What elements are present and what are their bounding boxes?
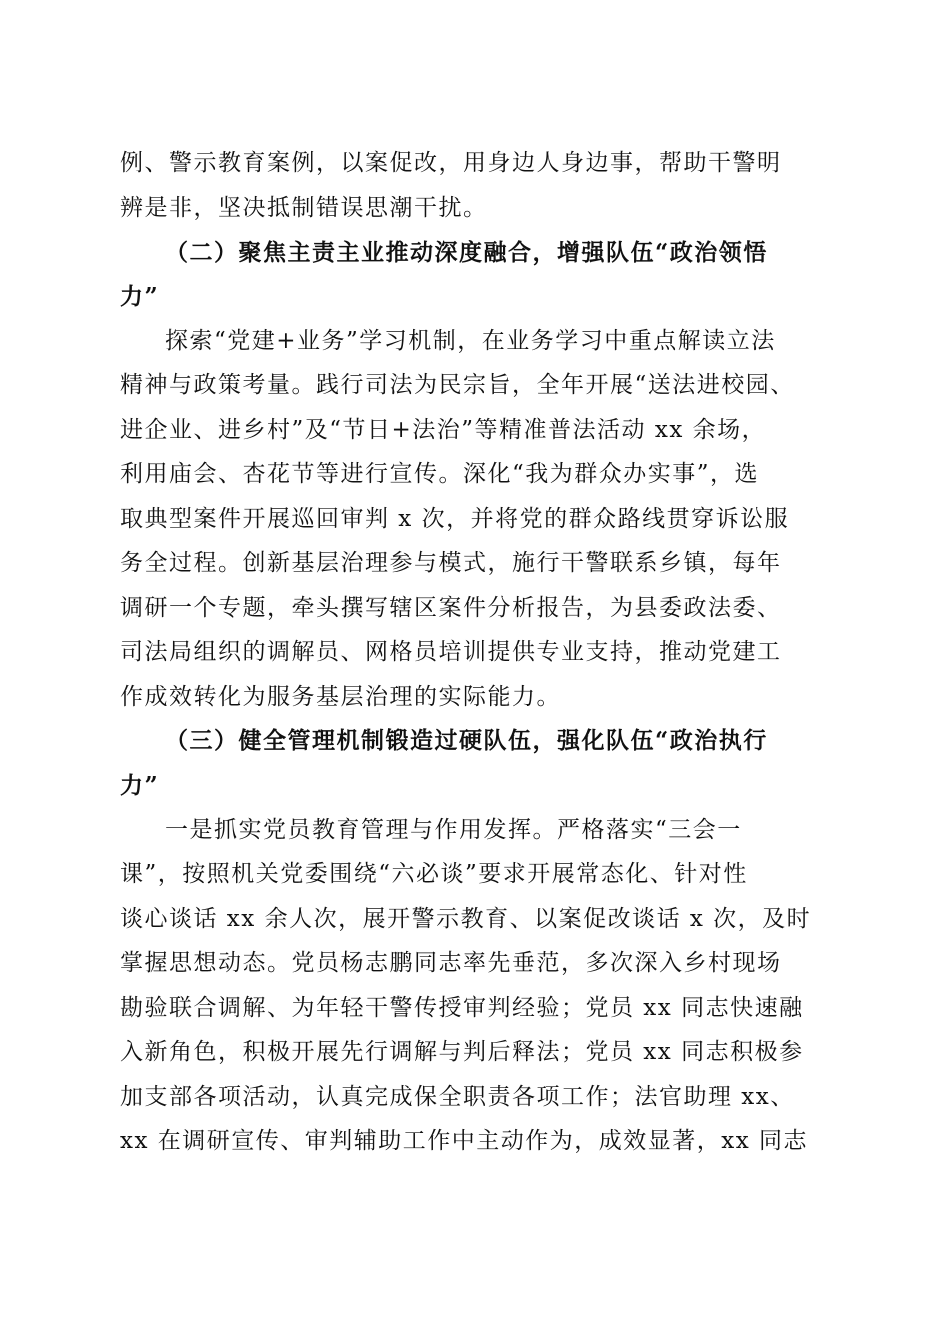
body-text-line: xx 在调研宣传、审判辅助工作中主动作为，成效显著，xx 同志: [120, 1128, 809, 1154]
body-text-line: 辨是非，坚决抵制错误思潮干扰。: [120, 195, 488, 221]
body-text-line: 作成效转化为服务基层治理的实际能力。: [120, 684, 561, 710]
paragraph-first-line: 探索“党建+业务”学习机制，在业务学习中重点解读立法: [165, 328, 776, 354]
body-text-line: 加支部各项活动，认真完成保全职责各项工作；法官助理 xx、: [120, 1084, 795, 1110]
section-heading-3-continued: 力”: [120, 772, 160, 799]
body-text-line: 利用庙会、杏花节等进行宣传。深化“我为群众办实事”，选: [120, 461, 760, 487]
body-text-line: 例、警示教育案例，以案促改，用身边人身边事，帮助干警明: [120, 150, 782, 176]
body-text-line: 掌握思想动态。党员杨志鹏同志率先垂范，多次深入乡村现场: [120, 950, 782, 976]
body-text-line: 课”，按照机关党委围绕“六必谈”要求开展常态化、针对性: [120, 861, 748, 887]
section-heading-2: （二）聚焦主责主业推动深度融合，增强队伍“政治领悟: [165, 239, 768, 266]
body-text-line: 精神与政策考量。践行司法为民宗旨，全年开展“送法进校园、: [120, 372, 795, 398]
body-text-line: 取典型案件开展巡回审判 x 次，并将党的群众路线贯穿诉讼服: [120, 506, 790, 532]
body-text-line: 调研一个专题，牵头撰写辖区案件分析报告，为县委政法委、: [120, 595, 782, 621]
body-text-line: 司法局组织的调解员、网格员培训提供专业支持，推动党建工: [120, 639, 782, 665]
body-text-line: 进企业、进乡村”及“节日+法治”等精准普法活动 xx 余场，: [120, 417, 767, 443]
body-text-line: 入新角色，积极开展先行调解与判后释法；党员 xx 同志积极参: [120, 1039, 804, 1065]
body-text-line: 务全过程。创新基层治理参与模式，施行干警联系乡镇，每年: [120, 550, 782, 576]
body-text-line: 谈心谈话 xx 余人次，展开警示教育、以案促改谈话 x 次，及时: [120, 906, 812, 932]
section-heading-3: （三）健全管理机制锻造过硬队伍，强化队伍“政治执行: [165, 727, 768, 754]
paragraph-first-line: 一是抓实党员教育管理与作用发挥。严格落实“三会一: [165, 817, 742, 843]
body-text-line: 勘验联合调解、为年轻干警传授审判经验；党员 xx 同志快速融: [120, 995, 804, 1021]
section-heading-2-continued: 力”: [120, 283, 160, 310]
